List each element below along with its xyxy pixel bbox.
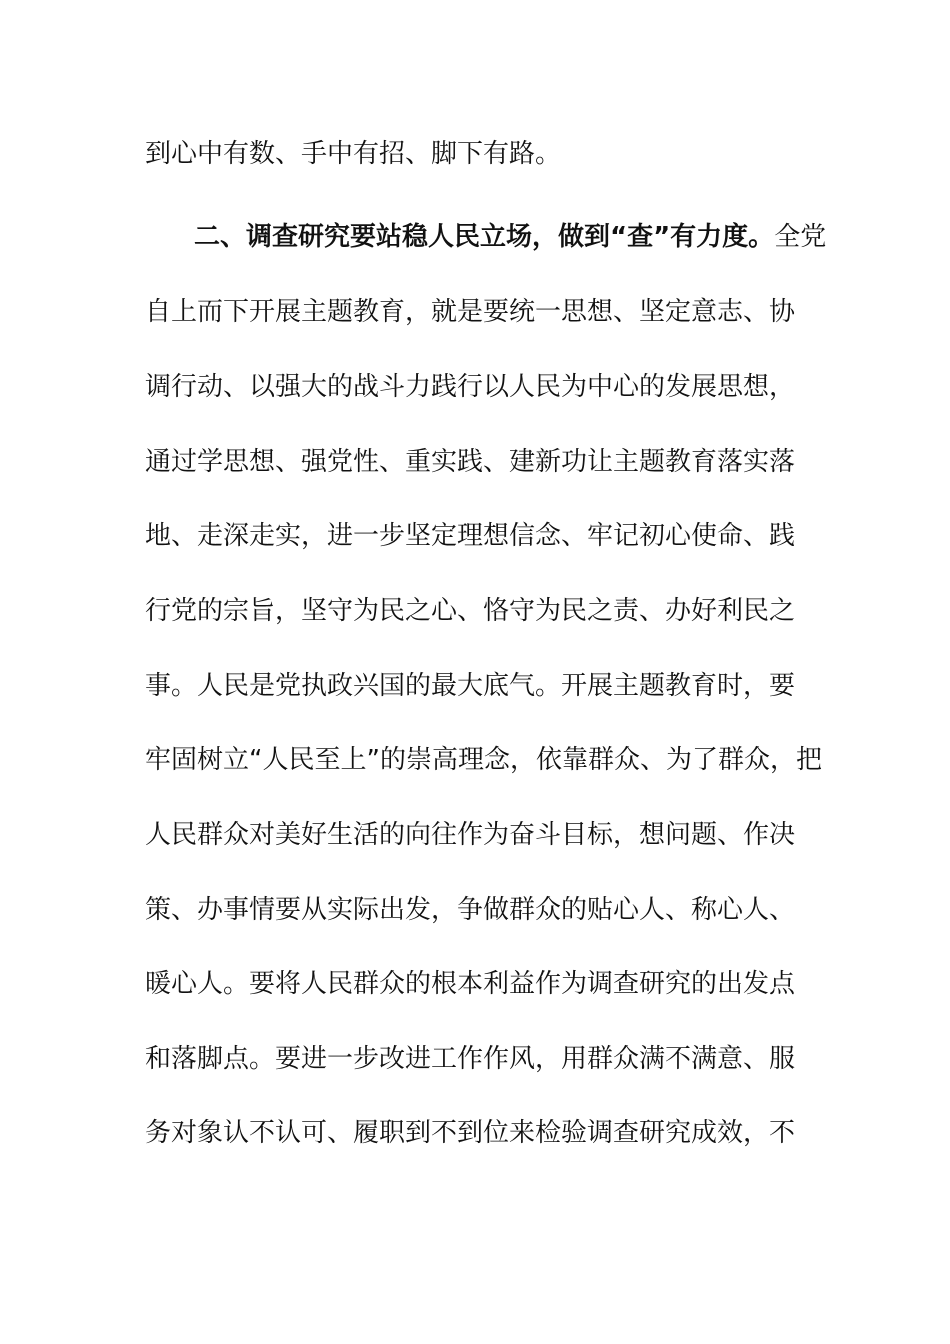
text-line-7: 行党的宗旨，坚守为民之心、恪守为民之责、办好利民之	[145, 596, 796, 626]
text-line-13: 和落脚点。要进一步改进工作作风，用群众满不满意、服	[145, 1044, 796, 1074]
text-line-12: 暖心人。要将人民群众的根本利益作为调查研究的出发点	[145, 969, 796, 999]
text-line-9: 牢固树立“人民至上”的崇高理念，依靠群众、为了群众，把	[145, 745, 822, 775]
text-line-1: 到心中有数、手中有招、脚下有路。	[145, 139, 562, 169]
text-line-14: 务对象认不认可、履职到不到位来检验调查研究成效，不	[145, 1118, 796, 1148]
text-line-3: 自上而下开展主题教育，就是要统一思想、坚定意志、协	[145, 297, 796, 327]
section-paragraph-start	[194, 221, 874, 253]
text-line-6: 地、走深走实，进一步坚定理想信念、牢记初心使命、践	[145, 521, 796, 551]
section-heading: 二、调查研究要站稳人民立场，做到“查”有力度。	[194, 222, 775, 252]
text-line-10: 人民群众对美好生活的向往作为奋斗目标，想问题、作决	[145, 820, 796, 850]
text-line-8: 事。人民是党执政兴国的最大底气。开展主题教育时，要	[145, 671, 796, 701]
text-line-4: 调行动、以强大的战斗力践行以人民为中心的发展思想，	[145, 372, 796, 402]
text-line-2: 全党	[774, 222, 827, 252]
text-line-11: 策、办事情要从实际出发，争做群众的贴心人、称心人、	[145, 895, 796, 925]
text-line-5: 通过学思想、强党性、重实践、建新功让主题教育落实落	[145, 447, 796, 477]
